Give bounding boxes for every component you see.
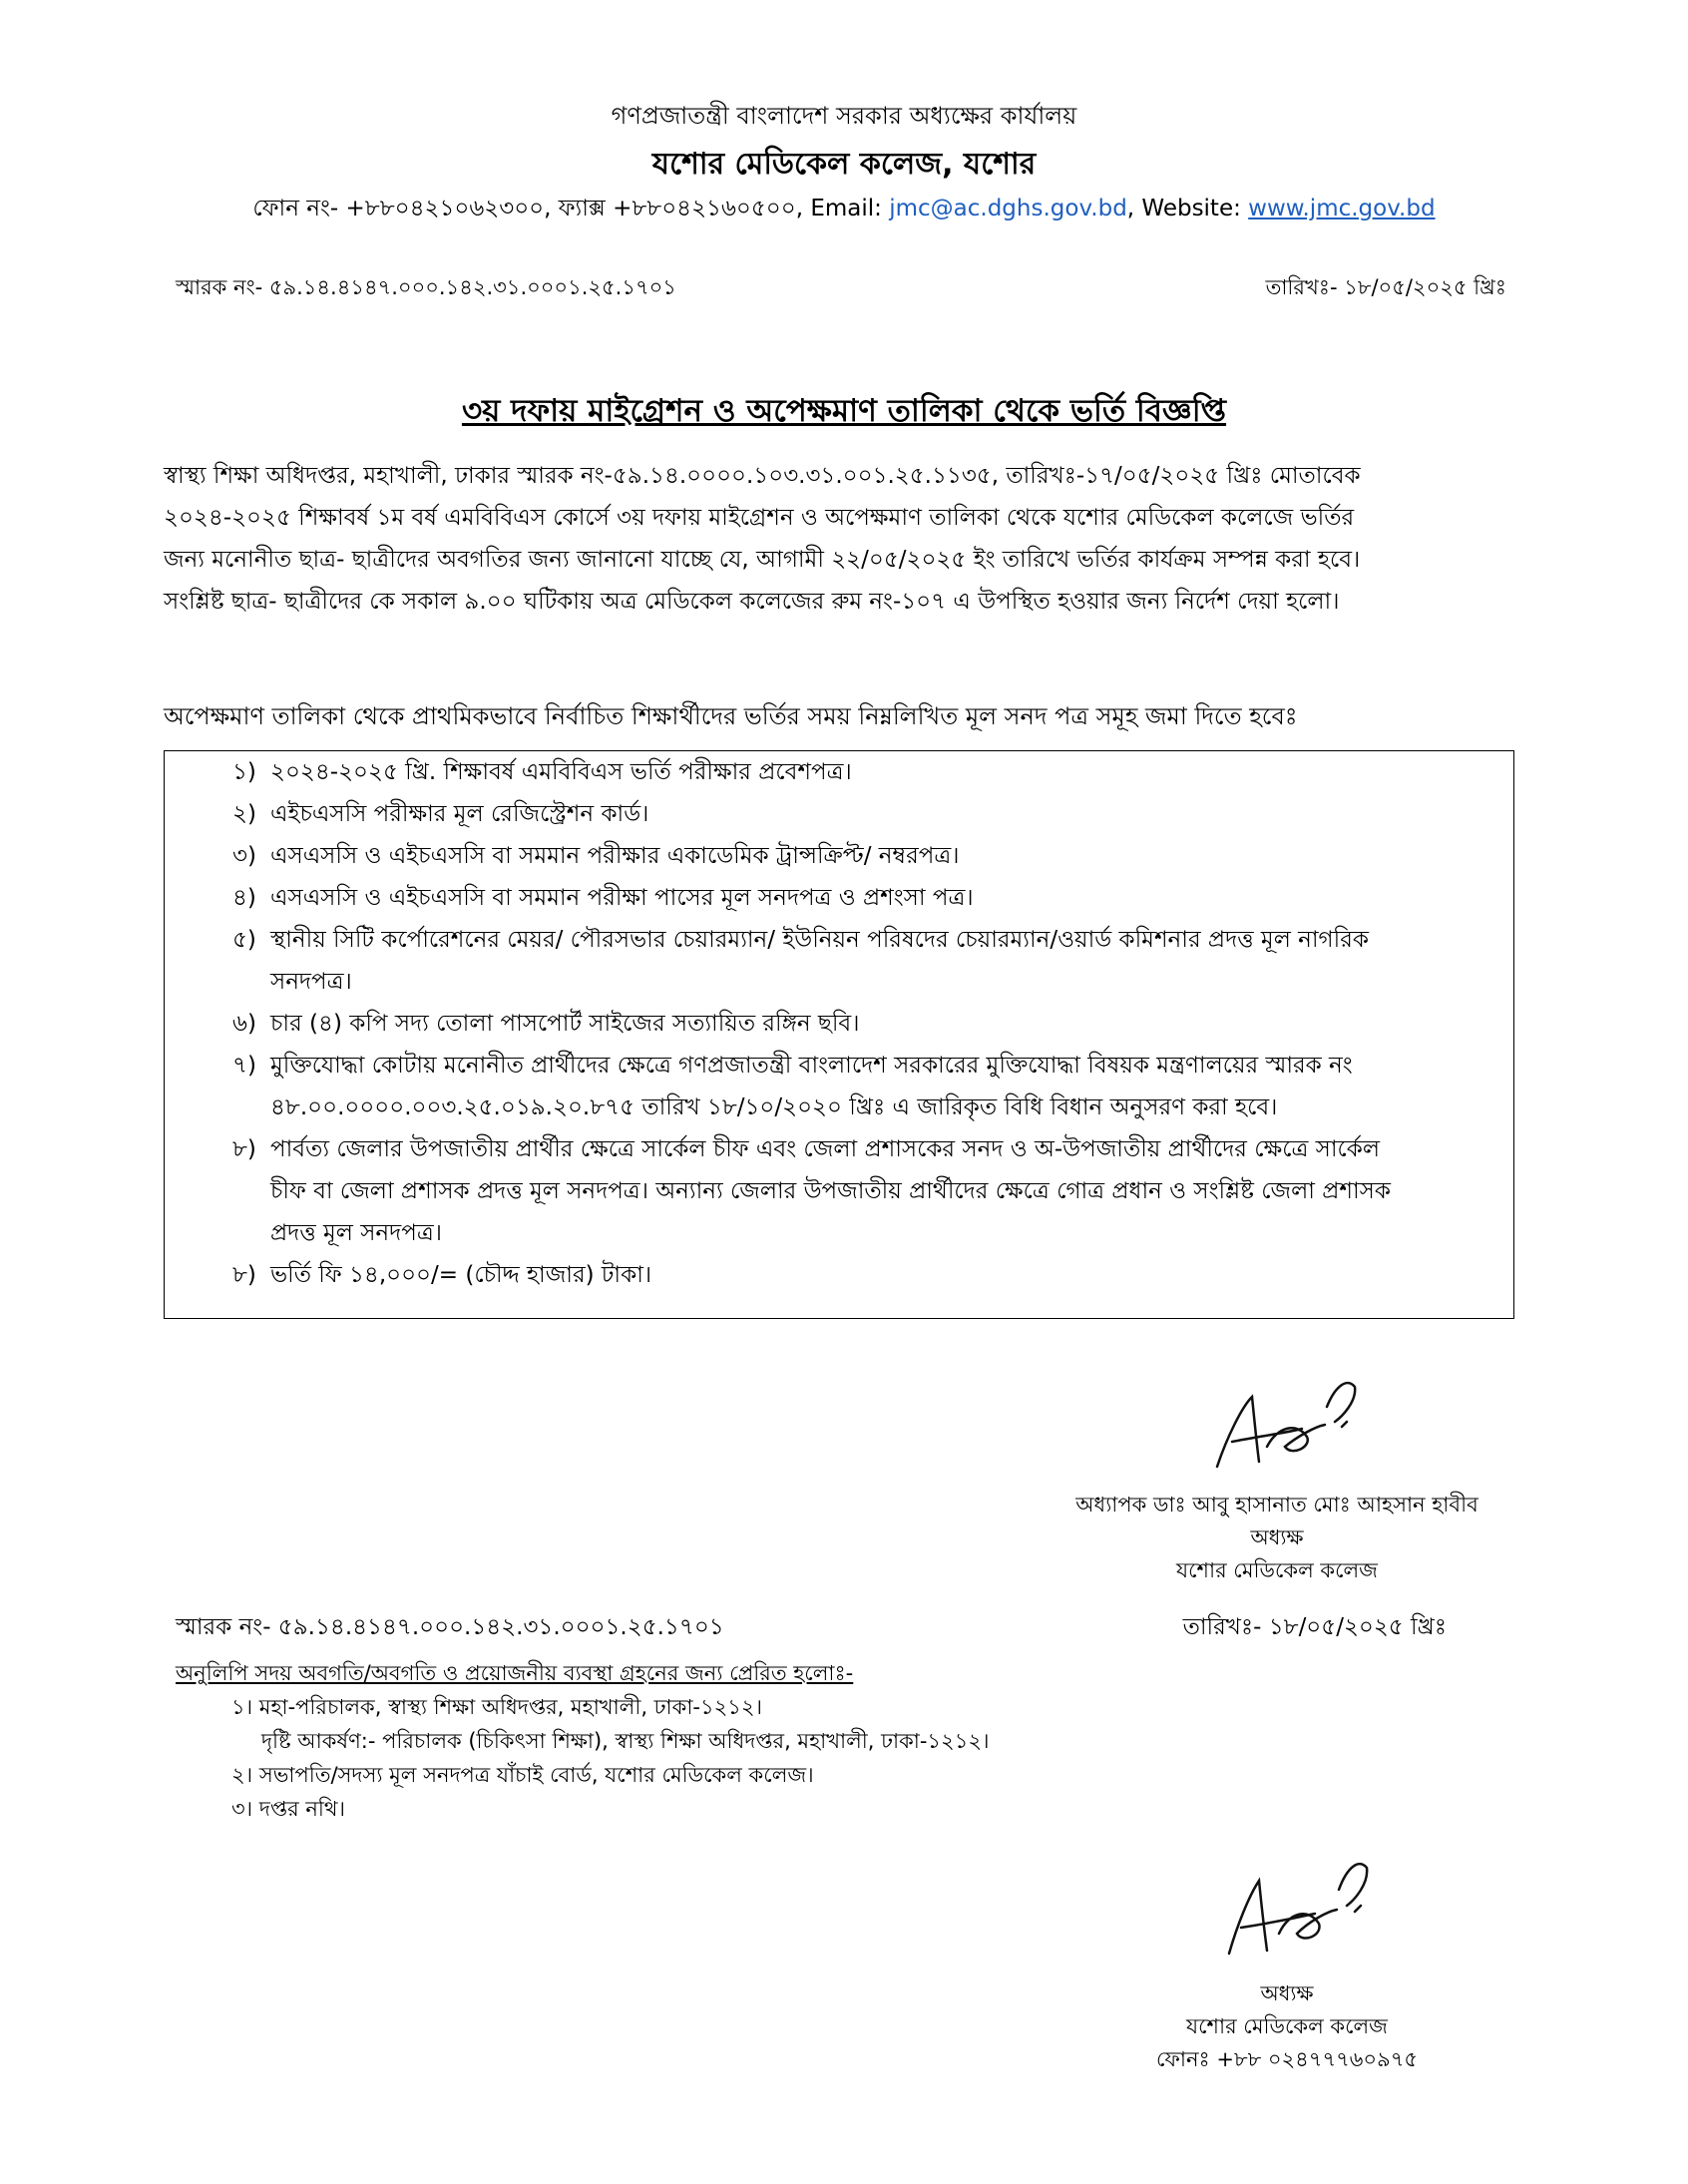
document-item-text: ২০২৪-২০২৫ খ্রি. শিক্ষাবর্ষ এমবিবিএস ভর্তি পরীক্ষার প্রবেশপত্র।	[270, 759, 852, 785]
document-item-number: ২)	[232, 801, 256, 827]
documents-heading: অপেক্ষমাণ তালিকা থেকে প্রাথমিকভাবে নির্বাচিত শিক্ষার্থীদের ভর্তির সময় নিম্নলিখিত মূল সনদ পত্র সমূহ জমা দিতে হবেঃ	[164, 702, 1298, 730]
signatory-2-block	[1127, 1977, 1447, 2076]
signatory-1-institution: যশোর মেডিকেল কলেজ	[1176, 1558, 1378, 1582]
contact-line	[0, 190, 1688, 228]
notice-title	[0, 387, 1688, 439]
copy-item-2: ২। সভাপতি/সদস্য মূল সনদপত্র যাঁচাই বোর্ড, যশোর মেডিকেল কলেজ।	[231, 1763, 814, 1787]
memo-date: তারিখঃ- ১৮/০৫/২০২৫ খ্রিঃ	[1265, 275, 1506, 299]
copy-item-3: ৩। দপ্তর নথি।	[231, 1797, 346, 1821]
copy-heading: অনুলিপি সদয় অবগতি/অবগতি ও প্রয়োজনীয় ব্যবস্থা গ্রহনের জন্য প্রেরিত হলোঃ-	[176, 1661, 854, 1685]
signatory-1-block	[1038, 1489, 1516, 1587]
document-item-number: ৪)	[232, 885, 256, 911]
notice-title-text: ৩য় দফায় মাইগ্রেশন ও অপেক্ষমাণ তালিকা থেকে ভর্তি বিজ্ঞপ্তি	[461, 393, 1227, 429]
document-item-number: ৮)	[232, 1262, 256, 1288]
document-item-text: ভর্তি ফি ১৪,০০০/= (চৌদ্দ হাজার) টাকা।	[270, 1262, 652, 1288]
signatory-2-designation: অধ্যক্ষ	[1260, 1981, 1314, 2005]
college-name: যশোর মেডিকেল কলেজ, যশোর	[651, 147, 1037, 182]
document-item-number: ৫)	[232, 927, 256, 953]
signature-1	[1197, 1367, 1377, 1477]
document-item-text: চার (৪) কপি সদ্য তোলা পাসপোর্ট সাইজের সত্যায়িত রঙ্গিন ছবি।	[270, 1011, 860, 1037]
body-line-2: ২০২৪-২০২৫ শিক্ষাবর্ষ ১ম বর্ষ এমবিবিএস কোর্সে ৩য় দফায় মাইগ্রেশন ও অপেক্ষমাণ তালিকা থেকে যশোর মেডিকেল কলেজে ভর্তির	[164, 505, 1355, 531]
document-item-number: ৭)	[232, 1053, 256, 1079]
body-line-4: সংশ্লিষ্ট ছাত্র- ছাত্রীদের কে সকাল ৯.০০ ঘটিকায় অত্র মেডিকেল কলেজের রুম নং-১০৭ এ উপস্থিত হওয়ার জন্য নির্দেশ দেয়া হলো।	[164, 589, 1340, 615]
document-item-number: ৬)	[232, 1011, 256, 1037]
office-name: গণপ্রজাতন্ত্রী বাংলাদেশ সরকার অধ্যক্ষের কার্যালয়	[611, 102, 1077, 130]
contact-mid: , Website:	[1126, 196, 1249, 221]
website-link[interactable]: www.jmc.gov.bd	[1248, 196, 1436, 221]
document-item-text: প্রদত্ত মূল সনদপত্র।	[270, 1220, 442, 1246]
copy-item-1: ১। মহা-পরিচালক, স্বাস্থ্য শিক্ষা অধিদপ্তর, মহাখালী, ঢাকা-১২১২।	[231, 1695, 763, 1719]
signatory-2-phone: ফোনঃ +৮৮ ০২৪৭৭৭৬০৯৭৫	[1155, 2047, 1418, 2071]
signatory-1-name: অধ্যাপক ডাঃ আবু হাসানাত মোঃ আহসান হাবীব	[1075, 1493, 1478, 1517]
document-item-number: ১)	[232, 759, 256, 785]
document-item-number: ৩)	[232, 843, 256, 869]
body-line-1: স্বাস্থ্য শিক্ষা অধিদপ্তর, মহাখালী, ঢাকার স্মারক নং-৫৯.১৪.০০০০.১০৩.৩১.০০১.২৫.১১৩৫, তারিখঃ-১৭/০৫/২০২৫ খ্রিঃ মোতাবেক	[164, 463, 1361, 489]
memo2-number: স্মারক নং- ৫৯.১৪.৪১৪৭.০০০.১৪২.৩১.০০০১.২৫.১৭০১	[176, 1614, 724, 1640]
signatory-1-designation: অধ্যক্ষ	[1250, 1526, 1304, 1549]
document-item-text: চীফ বা জেলা প্রশাসক প্রদত্ত মূল সনদপত্র। অন্যান্য জেলার উপজাতীয় প্রার্থীদের ক্ষেত্রে গোত্র প্রধান ও সংশ্লিষ্ট জেলা প্রশাসক	[270, 1178, 1391, 1204]
document-item-text: এসএসসি ও এইচএসসি বা সমমান পরীক্ষার একাডেমিক ট্রান্সক্রিপ্ট/ নম্বরপত্র।	[270, 843, 960, 869]
document-item-text: এসএসসি ও এইচএসসি বা সমমান পরীক্ষা পাসের মূল সনদপত্র ও প্রশংসা পত্র।	[270, 885, 974, 911]
document-item-text: পার্বত্য জেলার উপজাতীয় প্রার্থীর ক্ষেত্রে সার্কেল চীফ এবং জেলা প্রশাসকের সনদ ও অ-উপজাতীয় প্রার্থীদের ক্ষেত্রে সার্কেল	[270, 1136, 1380, 1162]
email-link[interactable]: jmc@ac.dghs.gov.bd	[889, 196, 1127, 221]
memo-number: স্মারক নং- ৫৯.১৪.৪১৪৭.০০০.১৪২.৩১.০০০১.২৫.১৭০১	[176, 275, 676, 299]
document-item-text: স্থানীয় সিটি কর্পোরেশনের মেয়র/ পৌরসভার চেয়ারম্যান/ ইউনিয়ন পরিষদের চেয়ারম্যান/ওয়ার্ড কমিশনার প্রদত্ত মূল নাগরিক	[270, 927, 1369, 953]
document-item-text: সনদপত্র।	[270, 969, 352, 995]
copy-item-attention: দৃষ্টি আকর্ষণ:- পরিচালক (চিকিৎসা শিক্ষা), স্বাস্থ্য শিক্ষা অধিদপ্তর, মহাখালী, ঢাকা-১২১২।	[261, 1729, 990, 1753]
body-paragraph	[164, 455, 1520, 623]
documents-box	[164, 750, 1514, 1319]
signatory-2-institution: যশোর মেডিকেল কলেজ	[1186, 2014, 1388, 2038]
contact-prefix: ফোন নং- +৮৮০৪২১০৬২৩০০, ফ্যাক্স +৮৮০৪২১৬০৫০০, Email:	[252, 196, 890, 221]
document-item-text: এইচএসসি পরীক্ষার মূল রেজিস্ট্রেশন কার্ড।	[270, 801, 649, 827]
signature-2	[1207, 1846, 1387, 1966]
document-item-text: মুক্তিযোদ্ধা কোটায় মনোনীত প্রার্থীদের ক্ষেত্রে গণপ্রজাতন্ত্রী বাংলাদেশ সরকারের মুক্তিযোদ্ধা বিষয়ক মন্ত্রণালয়ের স্মারক নং	[270, 1053, 1353, 1079]
body-line-3: জন্য মনোনীত ছাত্র- ছাত্রীদের অবগতির জন্য জানানো যাচ্ছে যে, আগামী ২২/০৫/২০২৫ ইং তারিখে ভর্তির কার্যক্রম সম্পন্ন করা হবে।	[164, 547, 1361, 573]
document-item-text: ৪৮.০০.০০০০.০০৩.২৫.০১৯.২০.৮৭৫ তারিখ ১৮/১০/২০২০ খ্রিঃ এ জারিকৃত বিধি বিধান অনুসরণ করা হবে।	[270, 1094, 1278, 1120]
memo2-date: তারিখঃ- ১৮/০৫/২০২৫ খ্রিঃ	[1182, 1614, 1447, 1640]
document-item-number: ৮)	[232, 1136, 256, 1162]
